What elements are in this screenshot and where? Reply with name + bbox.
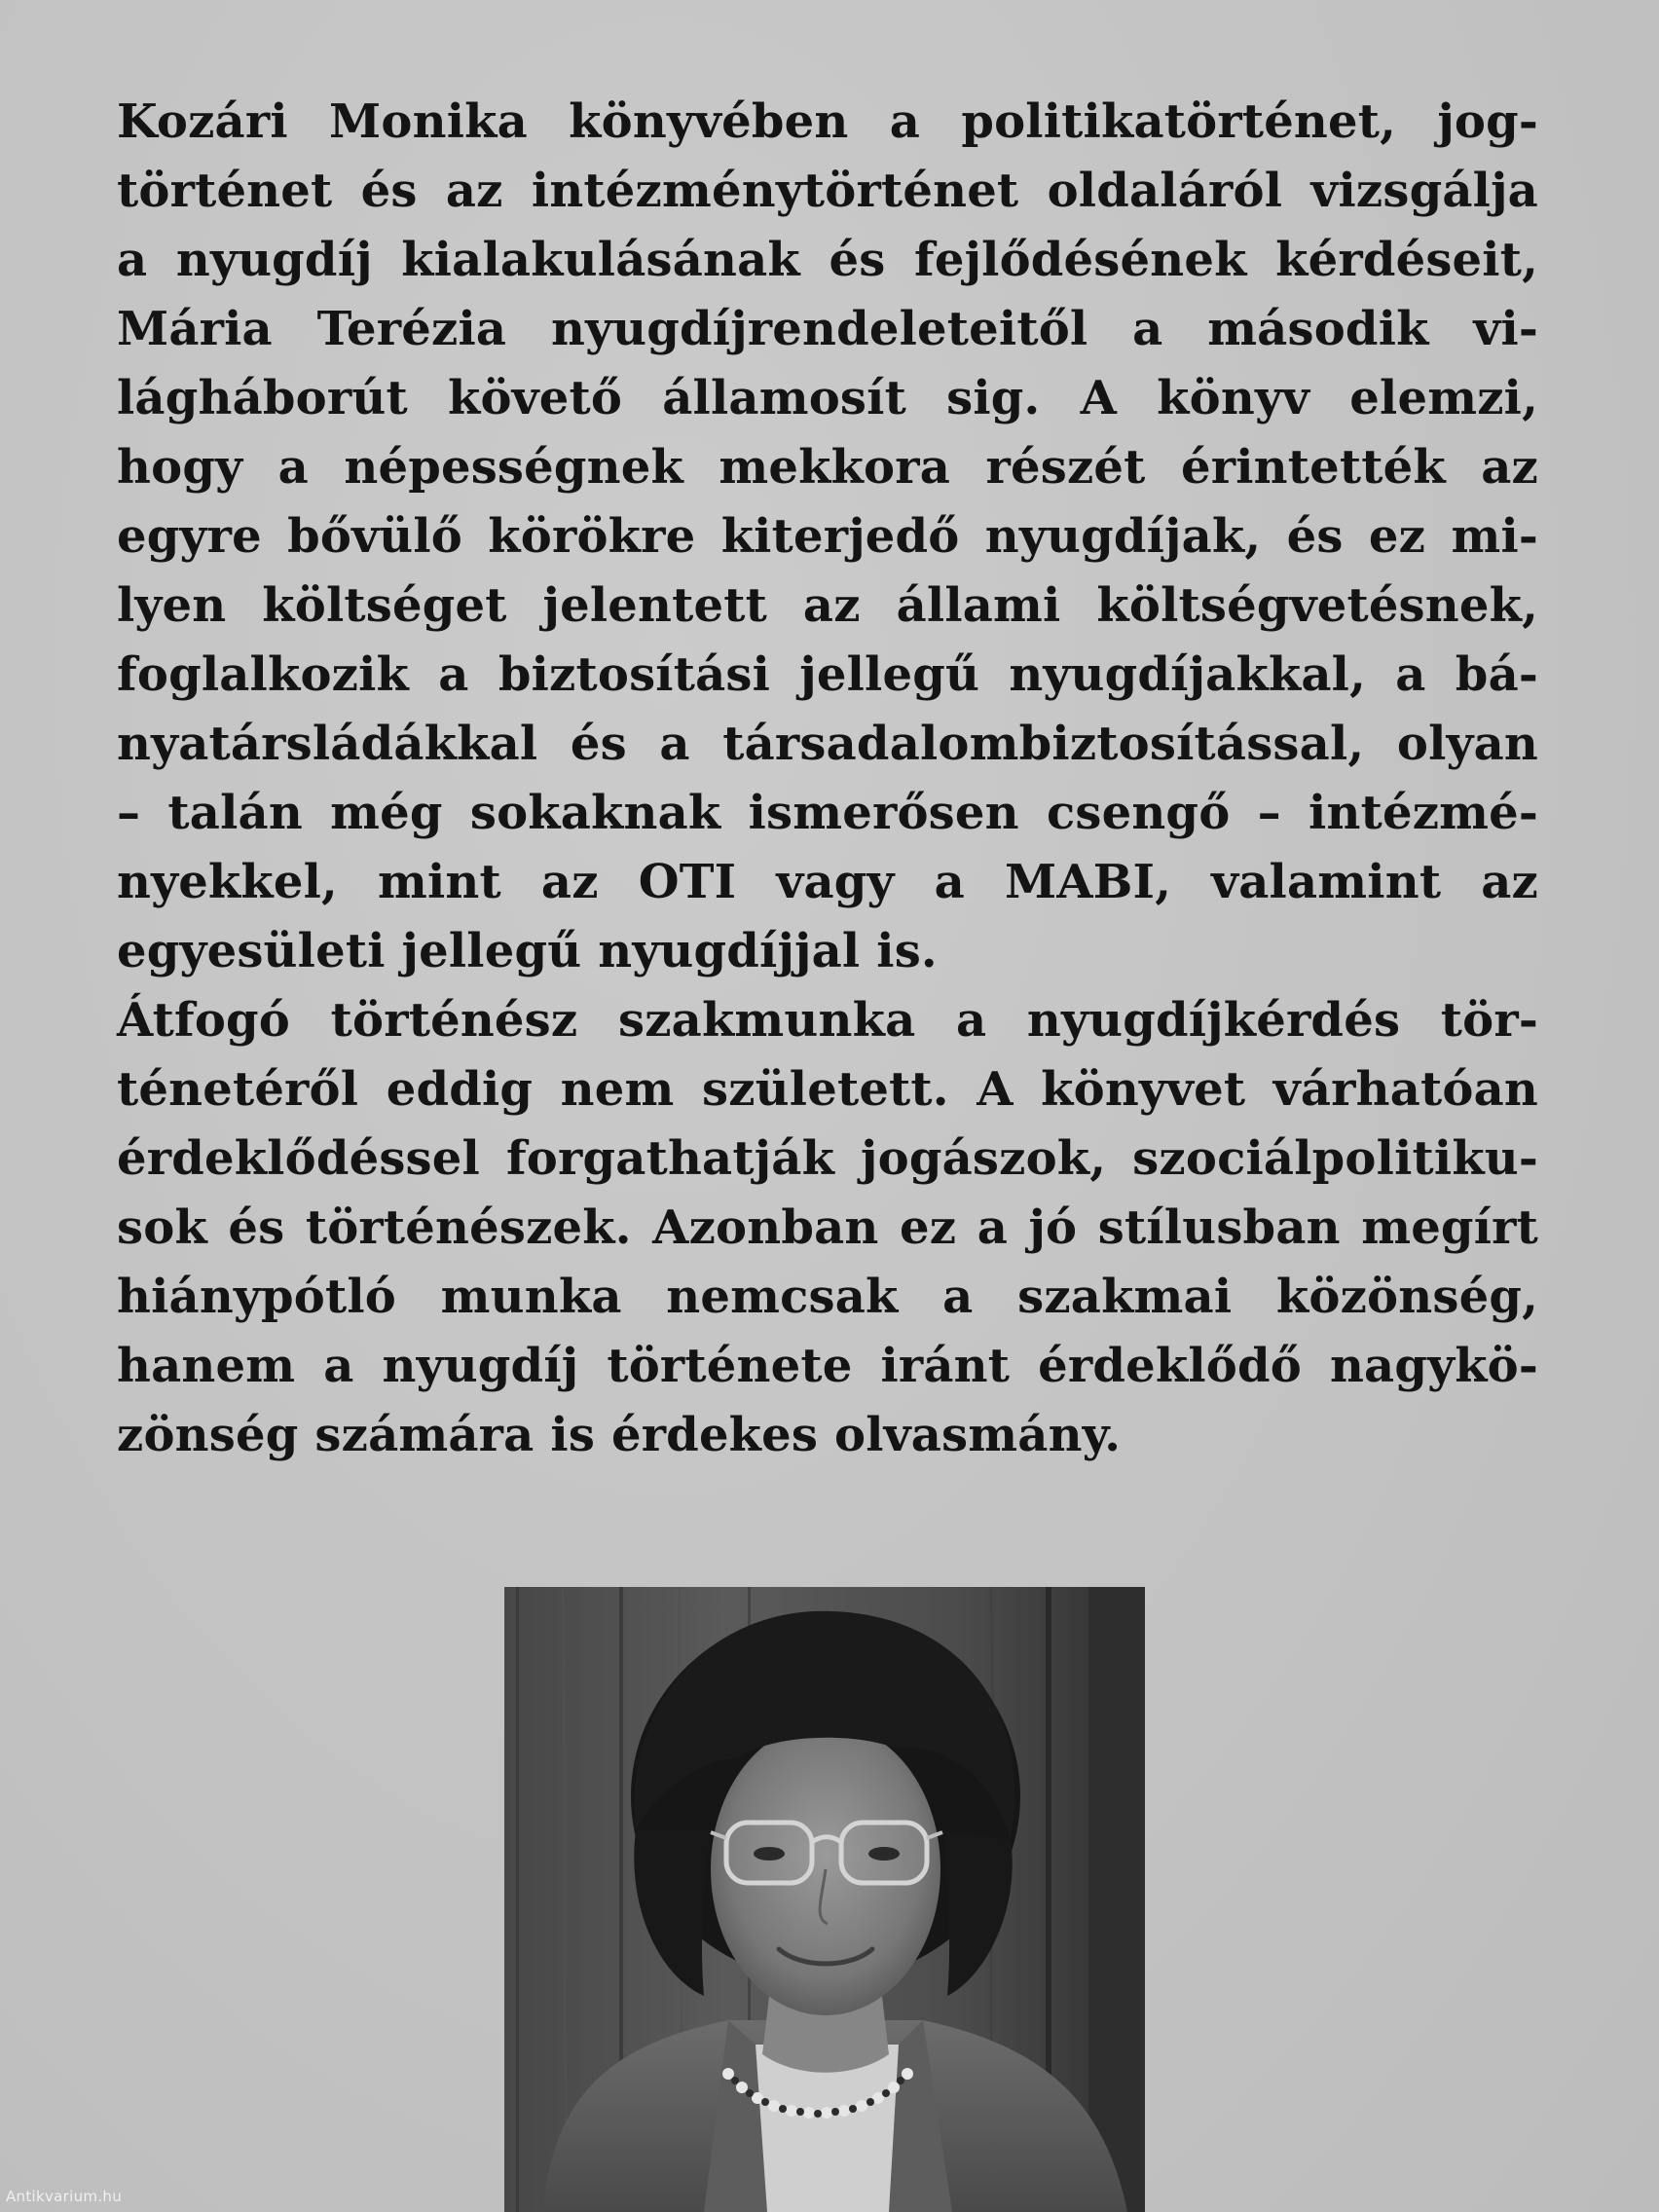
blurb-line: egyesületi jellegű nyugdíjjal is.	[117, 924, 938, 978]
author-portrait-illustration	[504, 1587, 1145, 2212]
blurb-line: zönség számára is érdekes olvasmány.	[117, 1408, 1122, 1462]
blurb-line: egyre bővülő körökre kiterjedő nyugdíjak, és ez mi-	[117, 509, 1538, 564]
blurb-line: Mária Terézia nyugdíjrendeleteitől a második vi-	[117, 302, 1538, 356]
blurb-line: hanem a nyugdíj története iránt érdeklődő nagykö-	[117, 1339, 1538, 1393]
blurb-line: történet és az intézménytörténet oldaláról vizsgálja	[117, 164, 1538, 218]
blurb-line: nyatársládákkal és a társadalombiztosítással, olyan	[117, 717, 1538, 771]
blurb-line: hogy a népességnek mekkora részét érintették az	[117, 440, 1538, 495]
blurb-line: a nyugdíj kialakulásának és fejlődésének kérdéseit,	[117, 233, 1538, 287]
blurb-line: lyen költséget jelentett az állami költségvetésnek,	[117, 578, 1538, 633]
back-cover-blurb	[117, 88, 1538, 1470]
blurb-line: – talán még sokaknak ismerősen csengő – intézmé-	[117, 786, 1538, 840]
blurb-line: Kozári Monika könyvében a politikatörténet, jog-	[117, 94, 1538, 149]
blurb-line: Átfogó történész szakmunka a nyugdíjkérdés tör-	[117, 993, 1538, 1048]
blurb-line: lágháborút követő államosít sig. A könyv elemzi,	[117, 371, 1538, 425]
blurb-line: hiánypótló munka nemcsak a szakmai közönség,	[117, 1270, 1538, 1324]
author-photo	[504, 1587, 1145, 2212]
blurb-line: érdeklődéssel forgathatják jogászok, szociálpolitiku-	[117, 1131, 1538, 1186]
watermark-text: Antikvarium.hu	[6, 2188, 123, 2205]
blurb-line: sok és történészek. Azonban ez a jó stílusban megírt	[117, 1200, 1538, 1255]
blurb-line: foglalkozik a biztosítási jellegű nyugdíjakkal, a bá-	[117, 647, 1538, 702]
blurb-line: ténetéről eddig nem született. A könyvet várhatóan	[117, 1062, 1538, 1117]
blurb-line: nyekkel, mint az OTI vagy a MABI, valamint az	[117, 855, 1538, 909]
